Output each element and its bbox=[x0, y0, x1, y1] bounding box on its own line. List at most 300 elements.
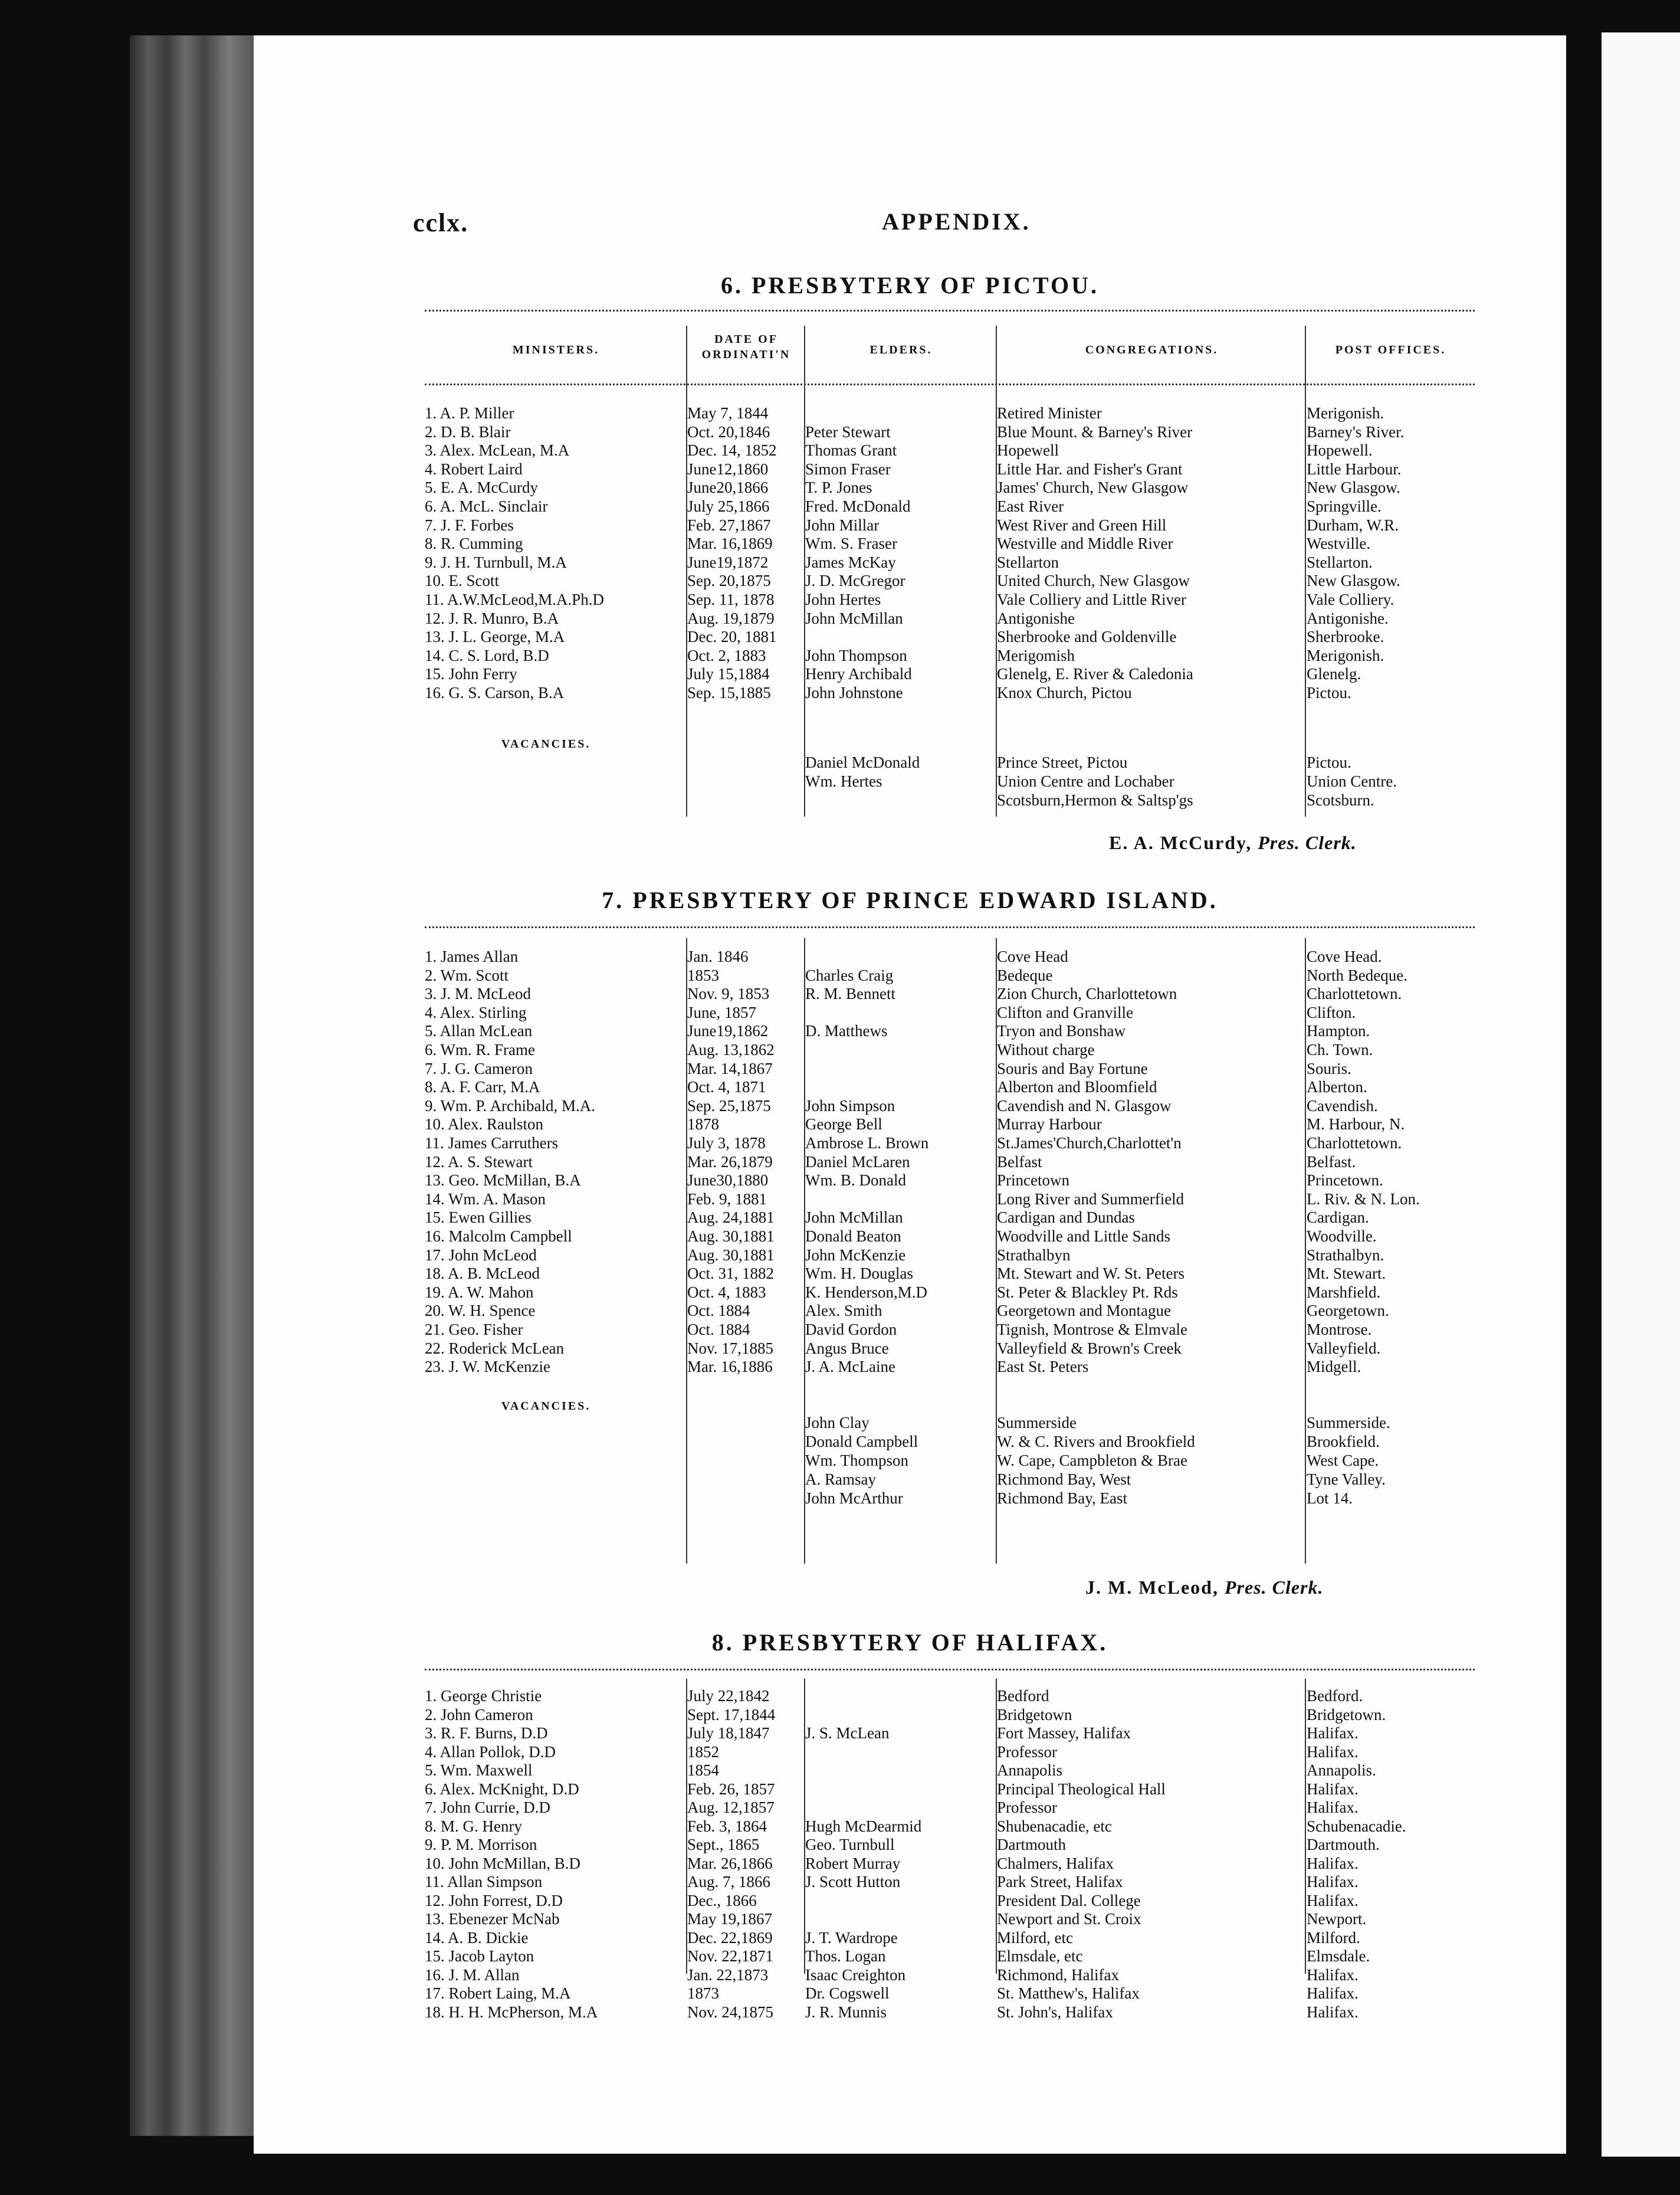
ordination-date-cell: Mar. 26,1866 bbox=[687, 1854, 773, 1872]
minister-cell: 12. A. S. Stewart bbox=[425, 1152, 533, 1171]
post-office-cell: Union Centre. bbox=[1307, 772, 1397, 790]
congregation-cell: Stellarton bbox=[997, 553, 1059, 571]
table-row bbox=[425, 553, 1475, 572]
congregation-cell: James' Church, New Glasgow bbox=[997, 479, 1189, 497]
table-row bbox=[425, 404, 1475, 422]
vacancy-row bbox=[425, 1451, 1475, 1470]
minister-cell: 4. Alex. Stirling bbox=[425, 1003, 527, 1021]
vacancy-row bbox=[425, 772, 1475, 791]
congregation-cell: St. Matthew's, Halifax bbox=[997, 1984, 1140, 2002]
minister-cell: 15. John Ferry bbox=[425, 665, 517, 683]
ordination-date-cell: Oct. 4, 1871 bbox=[687, 1078, 766, 1096]
ordination-date-cell: Feb. 27,1867 bbox=[687, 516, 771, 534]
elder-cell: Dr. Cogswell bbox=[805, 1984, 890, 2002]
ordination-date-cell: June, 1857 bbox=[687, 1003, 756, 1021]
minister-cell: 3. R. F. Burns, D.D bbox=[425, 1724, 548, 1742]
ordination-date-cell: 1873 bbox=[687, 1984, 719, 2002]
congregation-cell: Alberton and Bloomfield bbox=[997, 1078, 1157, 1096]
congregation-cell: Professor bbox=[997, 1798, 1057, 1816]
congregation-cell: West River and Green Hill bbox=[997, 516, 1167, 534]
elder-cell: John Millar bbox=[805, 516, 880, 534]
post-office-cell: Pictou. bbox=[1307, 684, 1351, 702]
ordination-date-cell: Oct. 1884 bbox=[687, 1302, 750, 1320]
elder-cell: J. D. McGregor bbox=[805, 572, 905, 590]
table-row bbox=[425, 947, 1475, 966]
post-office-cell: New Glasgow. bbox=[1307, 572, 1400, 590]
table-row bbox=[425, 984, 1475, 1003]
minister-cell: 10. John McMillan, B.D bbox=[425, 1854, 581, 1872]
ordination-date-cell: Sept. 17,1844 bbox=[687, 1705, 776, 1724]
ordination-date-cell: Oct. 1884 bbox=[687, 1321, 750, 1338]
ordination-date-cell: Aug. 30,1881 bbox=[687, 1227, 775, 1245]
section-title: 8. PRESBYTERY OF HALIFAX. bbox=[711, 1629, 1108, 1656]
vacancy-row bbox=[425, 1413, 1475, 1432]
ordination-date-cell: July 22,1842 bbox=[687, 1687, 770, 1705]
post-office-cell: Halifax. bbox=[1307, 1798, 1359, 1816]
table-row bbox=[425, 1021, 1475, 1040]
table-row bbox=[425, 1854, 1475, 1873]
congregation-cell: Bridgetown bbox=[997, 1705, 1072, 1724]
minister-cell: 13. J. L. George, M.A bbox=[425, 628, 565, 646]
minister-cell: 3. J. M. McLeod bbox=[425, 985, 531, 1003]
clerk-signature: J. M. McLeod, Pres. Clerk. bbox=[1085, 1577, 1324, 1598]
minister-cell: 19. A. W. Mahon bbox=[425, 1283, 534, 1301]
post-office-cell: Newport. bbox=[1307, 1910, 1367, 1928]
ordination-date-cell: May 7, 1844 bbox=[687, 404, 769, 422]
minister-cell: 17. Robert Laing, M.A bbox=[425, 1984, 571, 2002]
post-office-cell: Sherbrooke. bbox=[1307, 628, 1384, 646]
elder-cell: John Johnstone bbox=[805, 684, 903, 702]
congregation-cell: Chalmers, Halifax bbox=[997, 1854, 1114, 1872]
congregation-cell: Dartmouth bbox=[997, 1836, 1066, 1853]
minister-cell: 7. J. G. Cameron bbox=[425, 1059, 533, 1077]
elder-cell: Alex. Smith bbox=[805, 1302, 882, 1320]
table-row bbox=[425, 460, 1475, 479]
table-row bbox=[425, 1947, 1475, 1965]
table-row bbox=[425, 1133, 1475, 1152]
elder-cell: Charles Craig bbox=[805, 966, 894, 984]
post-office-cell: Halifax. bbox=[1307, 1724, 1359, 1742]
ordination-date-cell: June30,1880 bbox=[687, 1171, 769, 1190]
minister-cell: 11. A.W.McLeod,M.A.Ph.D bbox=[425, 591, 605, 608]
table-row bbox=[425, 609, 1475, 628]
elder-cell: T. P. Jones bbox=[805, 479, 872, 497]
table-row bbox=[425, 1171, 1475, 1190]
minister-cell: 14. C. S. Lord, B.D bbox=[425, 646, 549, 664]
congregation-cell: Georgetown and Montague bbox=[997, 1302, 1171, 1320]
table-row bbox=[425, 1096, 1475, 1115]
table-row bbox=[425, 497, 1475, 516]
column-divider bbox=[686, 1679, 687, 1974]
congregation-cell: Tryon and Bonshaw bbox=[997, 1022, 1126, 1040]
ordination-date-cell: Nov. 22,1871 bbox=[687, 1947, 773, 1965]
post-office-cell: Valleyfield. bbox=[1307, 1339, 1381, 1357]
congregation-cell: Clifton and Granville bbox=[997, 1003, 1133, 1021]
post-office-cell: Halifax. bbox=[1307, 1780, 1359, 1798]
minister-cell: 16. J. M. Allan bbox=[425, 1965, 520, 1984]
table-row bbox=[425, 1339, 1475, 1358]
post-office-cell: M. Harbour, N. bbox=[1307, 1115, 1405, 1133]
congregation-cell: President Dal. College bbox=[997, 1891, 1141, 1909]
post-office-cell: Little Harbour. bbox=[1307, 460, 1402, 478]
congregation-cell: Zion Church, Charlottetown bbox=[997, 985, 1177, 1003]
post-office-cell: Antigonishe. bbox=[1307, 609, 1389, 627]
ordination-date-cell: Aug. 12,1857 bbox=[687, 1798, 775, 1816]
post-office-cell: Brookfield. bbox=[1307, 1433, 1380, 1450]
congregation-cell: Strathalbyn bbox=[997, 1246, 1071, 1264]
congregation-cell: Elmsdale, etc bbox=[997, 1947, 1083, 1965]
rule bbox=[425, 310, 1475, 312]
post-office-cell: Hopewell. bbox=[1307, 441, 1373, 460]
post-office-cell: Springville. bbox=[1307, 497, 1382, 515]
minister-cell: 1. James Allan bbox=[425, 948, 519, 965]
congregation-cell: Cove Head bbox=[997, 948, 1068, 965]
post-office-cell: Barney's River. bbox=[1307, 422, 1405, 441]
elder-cell: David Gordon bbox=[805, 1321, 897, 1338]
post-office-cell: Annapolis. bbox=[1307, 1761, 1376, 1779]
minister-cell: 9. P. M. Morrison bbox=[425, 1836, 537, 1853]
column-divider bbox=[996, 326, 997, 817]
table-row bbox=[425, 1208, 1475, 1227]
post-office-cell: Alberton. bbox=[1307, 1078, 1367, 1096]
elder-cell: Wm. B. Donald bbox=[805, 1171, 906, 1190]
ordination-date-cell: Jan. 22,1873 bbox=[687, 1965, 769, 1984]
minister-cell: 6. A. McL. Sinclair bbox=[425, 497, 548, 515]
elder-cell: J. A. McLaine bbox=[805, 1358, 895, 1376]
vacancies-label: VACANCIES. bbox=[501, 1400, 591, 1413]
elder-cell: K. Henderson,M.D bbox=[805, 1283, 927, 1301]
running-head: APPENDIX. bbox=[882, 208, 1031, 235]
vacancy-row bbox=[425, 1489, 1475, 1508]
congregation-cell: Little Har. and Fisher's Grant bbox=[997, 460, 1183, 478]
congregation-cell: Glenelg, E. River & Caledonia bbox=[997, 665, 1193, 683]
section-title: 7. PRESBYTERY OF PRINCE EDWARD ISLAND. bbox=[602, 887, 1218, 913]
column-divider bbox=[996, 1679, 997, 1974]
ordination-date-cell: Sep. 11, 1878 bbox=[687, 591, 775, 608]
congregation-cell: Vale Colliery and Little River bbox=[997, 591, 1186, 608]
minister-cell: 23. J. W. McKenzie bbox=[425, 1358, 550, 1376]
ordination-date-cell: July 25,1866 bbox=[687, 497, 770, 515]
post-office-cell: Strathalbyn. bbox=[1307, 1246, 1384, 1264]
column-divider bbox=[996, 938, 997, 1564]
minister-cell: 22. Roderick McLean bbox=[425, 1339, 565, 1357]
table-row bbox=[425, 1872, 1475, 1891]
ordination-date-cell: Aug. 13,1862 bbox=[687, 1041, 775, 1059]
congregation-cell: Professor bbox=[997, 1742, 1057, 1761]
ordination-date-cell: Dec., 1866 bbox=[687, 1891, 757, 1909]
table-row bbox=[425, 1909, 1475, 1928]
elder-cell: Peter Stewart bbox=[805, 422, 891, 441]
ordination-date-cell: Nov. 17,1885 bbox=[687, 1339, 773, 1357]
post-office-cell: Cavendish. bbox=[1307, 1096, 1378, 1115]
elder-cell: J. T. Wardrope bbox=[805, 1928, 898, 1947]
minister-cell: 8. M. G. Henry bbox=[425, 1817, 522, 1835]
table-row bbox=[425, 1301, 1475, 1320]
congregation-cell: Bedford bbox=[997, 1687, 1049, 1705]
congregation-cell: Scotsburn,Hermon & Saltsp'gs bbox=[997, 791, 1193, 809]
congregation-cell: Newport and St. Croix bbox=[997, 1910, 1141, 1928]
column-divider bbox=[804, 1679, 805, 1974]
elder-cell: Angus Bruce bbox=[805, 1339, 889, 1357]
congregation-cell: Summerside bbox=[997, 1414, 1077, 1431]
post-office-cell: Charlottetown. bbox=[1307, 985, 1402, 1003]
ordination-date-cell: Sep. 25,1875 bbox=[687, 1096, 771, 1115]
elder-cell: John Thompson bbox=[805, 646, 907, 664]
ordination-date-cell: Aug. 24,1881 bbox=[687, 1208, 775, 1227]
minister-cell: 4. Allan Pollok, D.D bbox=[425, 1742, 556, 1761]
post-office-cell: New Glasgow. bbox=[1307, 479, 1400, 497]
table-row bbox=[425, 1040, 1475, 1059]
post-office-cell: Bedford. bbox=[1307, 1687, 1363, 1705]
congregation-cell: Valleyfield & Brown's Creek bbox=[997, 1339, 1182, 1357]
vacancy-row bbox=[425, 1432, 1475, 1451]
ordination-date-cell: Aug. 7, 1866 bbox=[687, 1873, 770, 1891]
ordination-date-cell: Feb. 3, 1864 bbox=[687, 1817, 767, 1835]
post-office-cell: Charlottetown. bbox=[1307, 1134, 1402, 1152]
minister-cell: 17. John McLeod bbox=[425, 1246, 537, 1264]
congregation-cell: Prince Street, Pictou bbox=[997, 753, 1128, 771]
post-office-cell: Halifax. bbox=[1307, 1854, 1359, 1872]
minister-cell: 6. Wm. R. Frame bbox=[425, 1041, 535, 1059]
post-office-cell: Souris. bbox=[1307, 1059, 1351, 1077]
post-office-cell: L. Riv. & N. Lon. bbox=[1307, 1190, 1420, 1208]
congregation-cell: Park Street, Halifax bbox=[997, 1873, 1123, 1891]
congregation-cell: Knox Church, Pictou bbox=[997, 684, 1132, 702]
post-office-cell: North Bedeque. bbox=[1307, 966, 1407, 984]
table-row bbox=[425, 683, 1475, 702]
facing-page bbox=[1602, 32, 1680, 2157]
post-office-cell: Halifax. bbox=[1307, 1742, 1359, 1761]
minister-cell: 18. A. B. McLeod bbox=[425, 1264, 540, 1283]
ordination-date-cell: Feb. 26, 1857 bbox=[687, 1780, 775, 1798]
table-row bbox=[425, 478, 1475, 497]
ordination-date-cell: 1853 bbox=[687, 966, 719, 984]
table-row bbox=[425, 1724, 1475, 1742]
post-office-cell: Halifax. bbox=[1307, 1965, 1359, 1984]
minister-cell: 4. Robert Laird bbox=[425, 460, 523, 478]
congregation-cell: St. John's, Halifax bbox=[997, 2003, 1113, 2021]
elder-cell: Simon Fraser bbox=[805, 460, 891, 478]
table-row bbox=[425, 1320, 1475, 1339]
elder-cell: J. Scott Hutton bbox=[805, 1873, 901, 1891]
table-row bbox=[425, 1928, 1475, 1947]
congregation-cell: St.James'Church,Charlottet'n bbox=[997, 1134, 1182, 1152]
minister-cell: 1. A. P. Miller bbox=[425, 404, 514, 422]
ordination-date-cell: Oct. 2, 1883 bbox=[687, 646, 766, 664]
elder-cell: Thomas Grant bbox=[805, 441, 897, 460]
section-title: 6. PRESBYTERY OF PICTOU. bbox=[721, 272, 1099, 299]
elder-cell: Fred. McDonald bbox=[805, 497, 911, 515]
minister-cell: 12. J. R. Munro, B.A bbox=[425, 609, 559, 627]
post-office-cell: Cove Head. bbox=[1307, 948, 1382, 965]
minister-cell: 8. A. F. Carr, M.A bbox=[425, 1078, 540, 1096]
congregation-cell: Union Centre and Lochaber bbox=[997, 772, 1174, 790]
ordination-date-cell: Feb. 9, 1881 bbox=[687, 1190, 767, 1208]
congregation-cell: Souris and Bay Fortune bbox=[997, 1059, 1148, 1077]
post-office-cell: Schubenacadie. bbox=[1307, 1817, 1406, 1835]
ordination-date-cell: Dec. 20, 1881 bbox=[687, 628, 777, 646]
post-office-cell: Scotsburn. bbox=[1307, 791, 1374, 809]
congregation-cell: Long River and Summerfield bbox=[997, 1190, 1184, 1208]
congregation-cell: East River bbox=[997, 497, 1064, 515]
table-row bbox=[425, 1059, 1475, 1078]
ordination-date-cell: Dec. 14, 1852 bbox=[687, 441, 777, 460]
post-office-cell: Westville. bbox=[1307, 535, 1371, 553]
minister-cell: 5. Wm. Maxwell bbox=[425, 1761, 533, 1779]
ordination-date-cell: Mar. 14,1867 bbox=[687, 1059, 773, 1077]
post-office-cell: Ch. Town. bbox=[1307, 1041, 1373, 1059]
elder-cell: Daniel McLaren bbox=[805, 1152, 910, 1171]
ordination-date-cell: May 19,1867 bbox=[687, 1910, 772, 1928]
post-office-cell: Halifax. bbox=[1307, 2003, 1359, 2021]
column-divider bbox=[1305, 1679, 1306, 1974]
elder-cell: Henry Archibald bbox=[805, 665, 912, 683]
table-row bbox=[425, 1705, 1475, 1724]
table-row bbox=[425, 1984, 1475, 2003]
table-row bbox=[425, 590, 1475, 609]
ordination-date-cell: June12,1860 bbox=[687, 460, 769, 478]
post-office-cell: Princetown. bbox=[1307, 1171, 1383, 1190]
table-row bbox=[425, 1780, 1475, 1798]
ordination-date-cell: Sept., 1865 bbox=[687, 1836, 760, 1853]
column-divider bbox=[686, 326, 687, 817]
congregation-cell: Tignish, Montrose & Elmvale bbox=[997, 1321, 1188, 1338]
table-row bbox=[425, 646, 1475, 665]
elder-cell: J. S. McLean bbox=[805, 1724, 890, 1742]
post-office-cell: Lot 14. bbox=[1307, 1489, 1353, 1507]
ordination-date-cell: Nov. 24,1875 bbox=[687, 2003, 773, 2021]
congregation-cell: St. Peter & Blackley Pt. Rds bbox=[997, 1283, 1178, 1301]
elder-cell: Isaac Creighton bbox=[805, 1965, 906, 1984]
minister-cell: 15. Jacob Layton bbox=[425, 1947, 534, 1965]
congregation-cell: Principal Theological Hall bbox=[997, 1780, 1166, 1798]
congregation-cell: Shubenacadie, etc bbox=[997, 1817, 1112, 1835]
congregation-cell: Richmond Bay, West bbox=[997, 1470, 1131, 1488]
elder-cell: John Clay bbox=[805, 1414, 869, 1431]
minister-cell: 14. A. B. Dickie bbox=[425, 1928, 529, 1947]
ordination-date-cell: Oct. 31, 1882 bbox=[687, 1264, 774, 1283]
elder-cell: Wm. Hertes bbox=[805, 772, 882, 790]
table-row bbox=[425, 422, 1475, 441]
book-spine bbox=[130, 35, 254, 2136]
elder-cell: D. Matthews bbox=[805, 1022, 888, 1040]
table-row bbox=[425, 1227, 1475, 1246]
table-row bbox=[425, 1761, 1475, 1780]
table-row bbox=[425, 1742, 1475, 1761]
congregation-cell: W. Cape, Campbleton & Brae bbox=[997, 1452, 1187, 1469]
column-divider bbox=[804, 326, 805, 817]
table-row bbox=[425, 571, 1475, 590]
ordination-date-cell: 1852 bbox=[687, 1742, 719, 1761]
column-divider bbox=[686, 938, 687, 1564]
minister-cell: 2. D. B. Blair bbox=[425, 422, 511, 441]
congregation-cell: Sherbrooke and Goldenville bbox=[997, 628, 1177, 646]
post-office-cell: Durham, W.R. bbox=[1307, 516, 1399, 534]
minister-cell: 5. Allan McLean bbox=[425, 1022, 533, 1040]
elder-cell: Ambrose L. Brown bbox=[805, 1134, 929, 1152]
column-divider bbox=[1305, 938, 1306, 1564]
table-row bbox=[425, 627, 1475, 646]
elder-cell: Wm. S. Fraser bbox=[805, 535, 897, 553]
congregation-cell: W. & C. Rivers and Brookfield bbox=[997, 1433, 1195, 1450]
table-row bbox=[425, 1152, 1475, 1171]
minister-cell: 10. E. Scott bbox=[425, 572, 499, 590]
table-row bbox=[425, 1115, 1475, 1133]
clerk-signature: E. A. McCurdy, Pres. Clerk. bbox=[1109, 832, 1357, 853]
congregation-cell: Cardigan and Dundas bbox=[997, 1208, 1135, 1227]
header-elders: ELDERS. bbox=[869, 343, 933, 356]
minister-cell: 10. Alex. Raulston bbox=[425, 1115, 543, 1133]
post-office-cell: Merigonish. bbox=[1307, 646, 1384, 664]
post-office-cell: Georgetown. bbox=[1307, 1302, 1389, 1320]
ordination-date-cell: June19,1862 bbox=[687, 1022, 769, 1040]
minister-cell: 13. Geo. McMillan, B.A bbox=[425, 1171, 581, 1190]
elder-cell: John McKenzie bbox=[805, 1246, 906, 1264]
elder-cell: Wm. H. Douglas bbox=[805, 1264, 913, 1283]
congregation-cell: Retired Minister bbox=[997, 404, 1102, 422]
elder-cell: John Simpson bbox=[805, 1096, 895, 1115]
elder-cell: John Hertes bbox=[805, 591, 881, 608]
ordination-date-cell: Mar. 16,1886 bbox=[687, 1358, 773, 1376]
table-row bbox=[425, 2003, 1475, 2022]
post-office-cell: Montrose. bbox=[1307, 1321, 1372, 1338]
ordination-date-cell: Dec. 22,1869 bbox=[687, 1928, 773, 1947]
ordination-date-cell: Nov. 9, 1853 bbox=[687, 985, 770, 1003]
elder-cell: Hugh McDearmid bbox=[805, 1817, 922, 1835]
congregation-cell: Milford, etc bbox=[997, 1928, 1073, 1947]
congregation-cell: Hopewell bbox=[997, 441, 1059, 460]
post-office-cell: Elmsdale. bbox=[1307, 1947, 1370, 1965]
table-row bbox=[425, 1190, 1475, 1208]
post-office-cell: Midgell. bbox=[1307, 1358, 1361, 1376]
elder-cell: Geo. Turnbull bbox=[805, 1836, 895, 1853]
elder-cell: John McArthur bbox=[805, 1489, 903, 1507]
rule bbox=[425, 926, 1475, 928]
table-row bbox=[425, 1003, 1475, 1022]
ordination-date-cell: 1878 bbox=[687, 1115, 719, 1133]
ordination-date-cell: Oct. 4, 1883 bbox=[687, 1283, 766, 1301]
minister-cell: 16. Malcolm Campbell bbox=[425, 1227, 572, 1245]
table-row bbox=[425, 1798, 1475, 1817]
ordination-date-cell: Mar. 26,1879 bbox=[687, 1152, 773, 1171]
post-office-cell: Mt. Stewart. bbox=[1307, 1264, 1386, 1283]
minister-cell: 11. Allan Simpson bbox=[425, 1873, 543, 1891]
congregation-cell: East St. Peters bbox=[997, 1358, 1089, 1376]
table-row bbox=[425, 1264, 1475, 1283]
elder-cell: Robert Murray bbox=[805, 1854, 901, 1872]
vacancy-row bbox=[425, 1470, 1475, 1489]
table-row bbox=[425, 441, 1475, 460]
minister-cell: 8. R. Cumming bbox=[425, 535, 523, 553]
post-office-cell: Cardigan. bbox=[1307, 1208, 1369, 1227]
elder-cell: George Bell bbox=[805, 1115, 882, 1133]
minister-cell: 1. George Christie bbox=[425, 1687, 542, 1705]
minister-cell: 12. John Forrest, D.D bbox=[425, 1891, 563, 1909]
table-row bbox=[425, 1891, 1475, 1910]
elder-cell: Daniel McDonald bbox=[805, 753, 920, 771]
congregation-cell: Without charge bbox=[997, 1041, 1095, 1059]
vacancy-row bbox=[425, 791, 1475, 810]
post-office-cell: Clifton. bbox=[1307, 1003, 1356, 1021]
ordination-date-cell: Aug. 30,1881 bbox=[687, 1246, 775, 1264]
congregation-cell: Fort Massey, Halifax bbox=[997, 1724, 1131, 1742]
minister-cell: 9. Wm. P. Archibald, M.A. bbox=[425, 1096, 595, 1115]
minister-cell: 6. Alex. McKnight, D.D bbox=[425, 1780, 579, 1798]
table-row bbox=[425, 1965, 1475, 1984]
post-office-cell: Merigonish. bbox=[1307, 404, 1384, 422]
post-office-cell: Stellarton. bbox=[1307, 553, 1373, 571]
post-office-cell: Glenelg. bbox=[1307, 665, 1361, 683]
